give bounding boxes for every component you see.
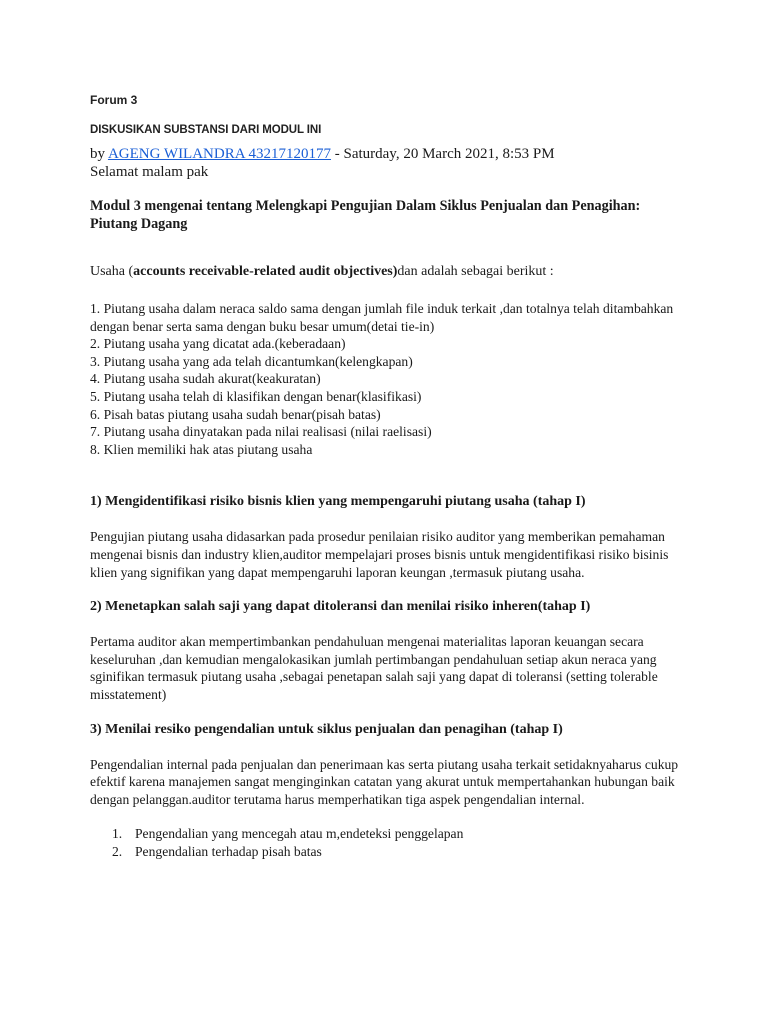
by-prefix: by — [90, 146, 108, 162]
objective-item: 1. Piutang usaha dalam neraca saldo sama dengan jumlah file induk terkait ,dan totalnya telah ditambahkan dengan benar serta sama dengan buku besar umum(detai tie-in) — [90, 301, 674, 334]
section-3-heading: 3) Menilai resiko pengendalian untuk siklus penjualan dan penagihan (tahap I) — [90, 721, 563, 737]
objective-item: 4. Piutang usaha sudah akurat(keakuratan) — [90, 371, 321, 387]
post-date: - Saturday, 20 March 2021, 8:53 PM — [330, 146, 555, 162]
objective-item: 3. Piutang usaha yang ada telah dicantumkan(kelengkapan) — [90, 353, 413, 369]
audit-objectives-list — [90, 300, 690, 458]
intro-suffix: dan adalah sebagai berikut : — [397, 264, 554, 279]
section-3-body: Pengendalian internal pada penjualan dan penerimaan kas serta piutang usaha terkait setidaknyaharus cukup efektif karena manajemen sangat menginginkan catatan yang akurat untuk mempertahankan hubungan baik dengan pelanggan.auditor terutama harus memperhatikan tiga aspek pengendalian internal. — [90, 756, 679, 807]
author-link[interactable]: AGENG WILANDRA 43217120177 — [107, 146, 331, 162]
forum-post — [90, 92, 690, 861]
item-number: 2. — [112, 844, 123, 860]
objective-item: 6. Pisah batas piutang usaha sudah benar(pisah batas) — [90, 406, 381, 422]
item-text: Pengendalian yang mencegah atau m,endeteksi penggelapan — [135, 826, 464, 842]
objective-item: 7. Piutang usaha dinyatakan pada nilai realisasi (nilai raelisasi) — [90, 424, 432, 440]
section-1-body: Pengujian piutang usaha didasarkan pada prosedur penilaian risiko auditor yang memberikan pemahaman mengenai bisnis dan industry klien,auditor mempelajari proses bisnis untuk mengidentifikasi risiko bisinis klien yang signifikan yang dapat mempengaruhi laporan keungan ,termasuk piutang usaha. — [90, 529, 669, 580]
section-2-body: Pertama auditor akan mempertimbankan pendahuluan mengenai materialitas laporan keuangan secara keseluruhan ,dan kemudian mengalokasikan jumlah pertimbangan pendahuluan setiap akun neraca yang sginifikan termasuk piutang usaha ,sebagai penetapan salah saji yang dapat di toleransi (setting tolerable misstatement) — [90, 634, 658, 702]
control-aspect-item — [90, 825, 690, 843]
control-aspect-item — [90, 843, 690, 861]
objective-item: 5. Piutang usaha telah di klasifikan dengan benar(klasifikasi) — [90, 388, 422, 404]
discussion-subject: DISKUSIKAN SUBSTANSI DARI MODUL INI — [90, 124, 322, 136]
module-title: Modul 3 mengenai tentang Melengkapi Pengujian Dalam Siklus Penjualan dan Penagihan: Piutang Dagang — [90, 198, 641, 232]
post-byline — [90, 145, 690, 163]
forum-title: Forum 3 — [90, 93, 138, 107]
intro-line — [90, 263, 690, 281]
item-number: 1. — [112, 826, 123, 842]
greeting: Selamat malam pak — [90, 164, 209, 180]
objective-item: 8. Klien memiliki hak atas piutang usaha — [90, 441, 313, 457]
item-text: Pengendalian terhadap pisah batas — [135, 844, 322, 860]
objective-item: 2. Piutang usaha yang dicatat ada.(keberadaan) — [90, 336, 346, 352]
intro-bold: accounts receivable-related audit objectives) — [133, 264, 398, 279]
intro-prefix: Usaha ( — [90, 264, 134, 279]
section-2-heading: 2) Menetapkan salah saji yang dapat ditoleransi dan menilai risiko inheren(tahap I) — [90, 599, 591, 615]
section-1-heading: 1) Mengidentifikasi risiko bisnis klien yang mempengaruhi piutang usaha (tahap I) — [90, 494, 586, 510]
control-aspects-list — [90, 825, 690, 861]
